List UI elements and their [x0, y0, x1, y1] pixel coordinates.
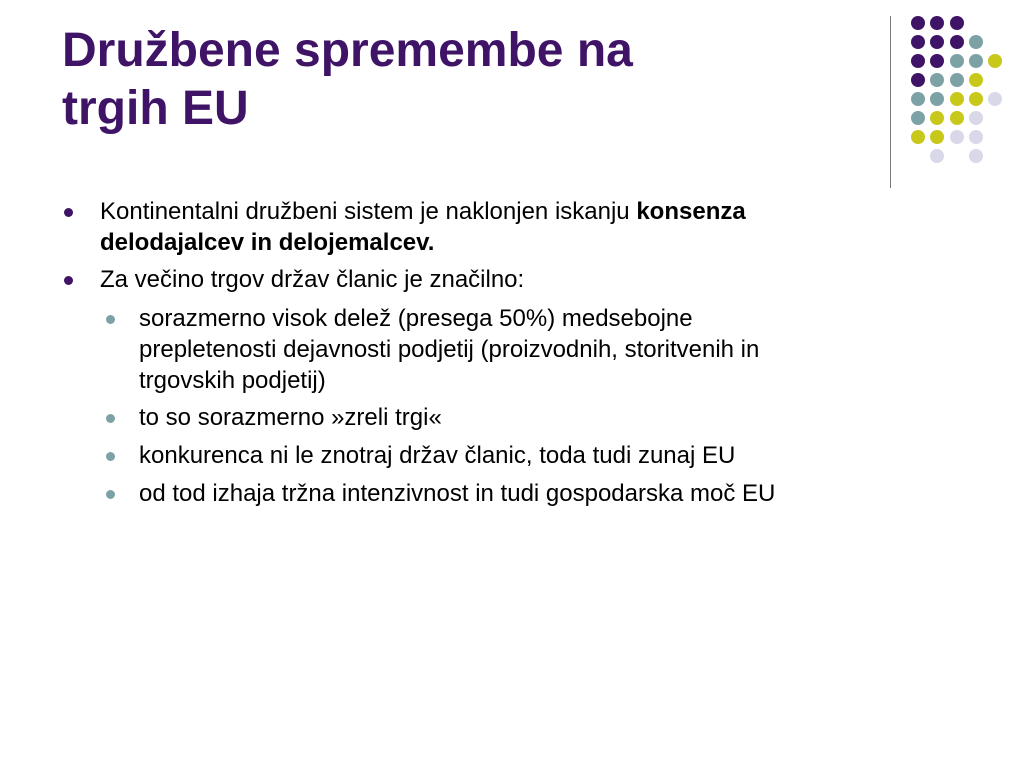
bullet-text: Za večino trgov držav članic je značilno:: [100, 266, 525, 293]
decor-dot: [930, 54, 944, 68]
decor-dot: [930, 16, 944, 30]
decor-dot: [930, 130, 944, 144]
subbullet-item: [139, 440, 899, 471]
decor-dot: [969, 73, 983, 87]
title-line-1: Družbene spremembe na: [62, 24, 633, 77]
title-line-2: trgih EU: [62, 82, 249, 135]
subbullet-item: [139, 303, 899, 396]
decorative-dot-grid: [0, 0, 1024, 200]
decor-dot: [969, 130, 983, 144]
subbullet-text: konkurenca ni le znotraj držav članic, toda tudi zunaj EU: [139, 442, 736, 469]
subbullet-dot-icon: [106, 315, 115, 324]
decor-dot: [911, 130, 925, 144]
decor-dot: [930, 35, 944, 49]
decor-dot: [950, 54, 964, 68]
decor-dot: [950, 130, 964, 144]
subbullet-text: trgovskih podjetij): [139, 367, 326, 394]
decor-dot: [969, 149, 983, 163]
subbullet-text: to so sorazmerno »zreli trgi«: [139, 404, 442, 431]
decor-dot: [911, 92, 925, 106]
subbullet-text: sorazmerno visok delež (presega 50%) medsebojne: [139, 305, 693, 332]
decor-dot: [969, 35, 983, 49]
subbullet-dot-icon: [106, 490, 115, 499]
subbullet-text: prepletenosti dejavnosti podjetij (proizvodnih, storitvenih in: [139, 336, 760, 363]
decor-dot: [911, 16, 925, 30]
decor-dot: [969, 54, 983, 68]
decor-dot: [930, 111, 944, 125]
bullet-dot-icon: [64, 208, 73, 217]
bullet-dot-icon: [64, 276, 73, 285]
decor-dot: [930, 149, 944, 163]
bullet-item: [100, 196, 900, 258]
subbullet-item: [139, 478, 899, 509]
decor-dot: [950, 35, 964, 49]
subbullet-dot-icon: [106, 452, 115, 461]
decor-dot: [911, 54, 925, 68]
subbullet-item: [139, 402, 899, 433]
decor-dot: [911, 111, 925, 125]
decor-dot: [950, 73, 964, 87]
decor-dot: [930, 73, 944, 87]
decor-dot: [950, 111, 964, 125]
bullet-item: [100, 264, 900, 295]
bullet-text-bold: delodajalcev in delojemalcev.: [100, 229, 435, 256]
bullet-text: Kontinentalni družbeni sistem je naklonjen iskanju: [100, 198, 637, 225]
decor-dot: [950, 92, 964, 106]
bullet-text-bold: konsenza: [636, 198, 746, 225]
decor-dot: [969, 92, 983, 106]
decor-dot: [911, 73, 925, 87]
decor-dot: [950, 16, 964, 30]
decor-dot: [988, 54, 1002, 68]
decor-dot: [988, 92, 1002, 106]
subbullet-text: od tod izhaja tržna intenzivnost in tudi gospodarska moč EU: [139, 480, 776, 507]
decor-dot: [969, 111, 983, 125]
decor-dot: [911, 35, 925, 49]
subbullet-dot-icon: [106, 414, 115, 423]
decor-dot: [930, 92, 944, 106]
